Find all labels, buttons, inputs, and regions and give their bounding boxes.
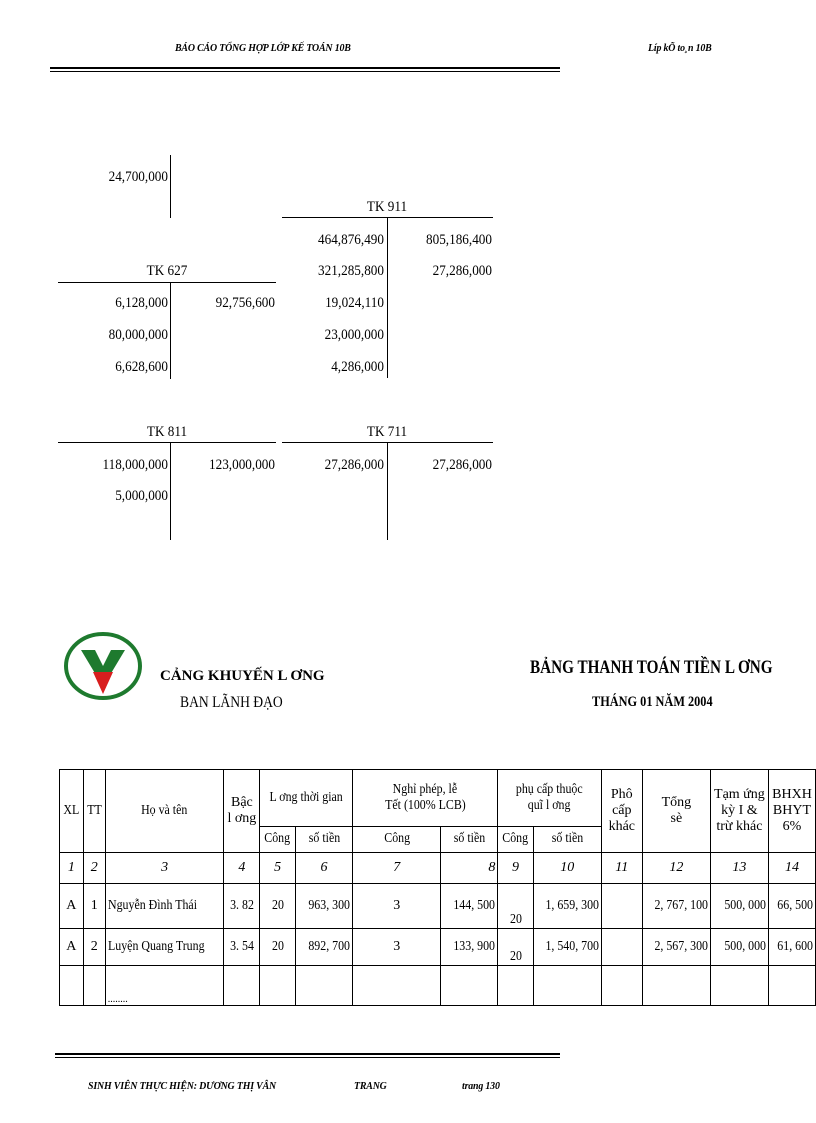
tk711-debit: 27,286,000 — [324, 457, 384, 473]
col-number: 8 — [441, 853, 498, 884]
col-grade: Bậc l ơng — [224, 770, 260, 853]
footer-rule — [55, 1053, 560, 1058]
tk627-credit: 92,756,600 — [215, 295, 275, 311]
col-number: 6 — [295, 853, 352, 884]
cell-days: 20 — [260, 884, 295, 929]
cell-grade: 3. 54 — [224, 929, 260, 966]
tk911-debit: 464,876,490 — [318, 232, 384, 248]
cell-advance: 500, 000 — [710, 884, 768, 929]
cell-empty — [260, 966, 295, 1006]
header-rule — [50, 67, 560, 72]
col-number: 2 — [83, 853, 105, 884]
cell-allow-amount: 1, 540, 700 — [533, 929, 601, 966]
tk911-debit: 19,024,110 — [325, 295, 384, 311]
cell-grade: 3. 82 — [224, 884, 260, 929]
header-right: Líp kÕ to¸n 10B — [648, 42, 712, 54]
tk811-label: TK 811 — [146, 424, 188, 440]
cell-total: 2, 767, 100 — [642, 884, 710, 929]
payroll-title: BẢNG THANH TOÁN TIỀN L ƠNG — [530, 657, 773, 678]
table-row — [60, 929, 816, 966]
col-days: Công — [260, 827, 295, 853]
payroll-table — [59, 769, 816, 1006]
cell-tt: 2 — [83, 929, 105, 966]
col-other-allowance: Phô cấp khác — [601, 770, 642, 853]
col-number: 5 — [260, 853, 295, 884]
footer-trang: TRANG — [354, 1080, 387, 1092]
footer-student: SINH VIÊN THỰC HIỆN: DƯƠNG THỊ VÂN — [88, 1080, 277, 1092]
cell-amount: 892, 700 — [295, 929, 352, 966]
cell-empty — [353, 966, 441, 1006]
ledger-top-value: 24,700,000 — [108, 169, 168, 185]
tk711-divider — [387, 443, 388, 540]
cell-other — [601, 884, 642, 929]
cell-other — [601, 929, 642, 966]
footer-page: trang 130 — [462, 1080, 500, 1092]
payroll-month: THÁNG 01 NĂM 2004 — [592, 694, 713, 710]
company-logo-icon — [63, 632, 143, 700]
tk627-debit: 6,628,600 — [115, 359, 168, 375]
col-number: 9 — [498, 853, 533, 884]
cell-insurance: 66, 500 — [768, 884, 815, 929]
cell-empty — [295, 966, 352, 1006]
cell-empty — [710, 966, 768, 1006]
col-allowance: phụ cấp thuộc quĩ l ơng — [498, 770, 601, 827]
col-allow-days: Công — [498, 827, 533, 853]
tk911-debit: 23,000,000 — [324, 327, 384, 343]
col-insurance: BHXH BHYT 6% — [768, 770, 815, 853]
col-leave-days: Công — [353, 827, 441, 853]
cell-amount: 963, 300 — [295, 884, 352, 929]
cell-empty — [768, 966, 815, 1006]
col-number: 12 — [642, 853, 710, 884]
tk811-credit: 123,000,000 — [209, 457, 275, 473]
col-number: 3 — [105, 853, 224, 884]
cell-empty — [60, 966, 84, 1006]
cell-leave-amount: 133, 900 — [441, 929, 498, 966]
tk627-divider — [170, 283, 171, 379]
tk627-rule — [58, 282, 276, 283]
col-number: 11 — [601, 853, 642, 884]
cell-empty — [533, 966, 601, 1006]
col-number: 7 — [353, 853, 441, 884]
cell-xl: A — [60, 884, 84, 929]
ledger-top-divider — [170, 155, 171, 218]
col-amount: số tiền — [295, 827, 352, 853]
tk911-divider — [387, 218, 388, 378]
col-advance: Tạm ứng kỳ I & trừ khác — [710, 770, 768, 853]
col-number: 1 — [60, 853, 84, 884]
col-name: Họ và tên — [105, 770, 224, 853]
cell-allow-days: 20 — [498, 929, 533, 966]
cell-leave-amount: 144, 500 — [441, 884, 498, 929]
cell-name: Luyện Quang Trung — [105, 929, 224, 966]
cell-empty — [224, 966, 260, 1006]
tk911-debit: 4,286,000 — [331, 359, 384, 375]
col-number: 10 — [533, 853, 601, 884]
cell-xl: A — [60, 929, 84, 966]
cell-leave-days: 3 — [353, 929, 441, 966]
tk627-debit: 80,000,000 — [108, 327, 168, 343]
col-time-wage: L ơng thời gian — [260, 770, 353, 827]
col-tt: TT — [83, 770, 105, 853]
tk811-debit: 118,000,000 — [102, 457, 168, 473]
cell-empty — [498, 966, 533, 1006]
cell-allow-amount: 1, 659, 300 — [533, 884, 601, 929]
tk627-label: TK 627 — [146, 263, 188, 279]
table-row — [60, 966, 816, 1006]
cell-advance: 500, 000 — [710, 929, 768, 966]
tk711-label: TK 711 — [366, 424, 408, 440]
tk911-credit: 27,286,000 — [432, 263, 492, 279]
col-leave: Nghỉ phép, lễ Tết (100% LCB) — [353, 770, 498, 827]
cell-insurance: 61, 600 — [768, 929, 815, 966]
tk911-label: TK 911 — [366, 199, 408, 215]
col-number: 13 — [710, 853, 768, 884]
cell-days: 20 — [260, 929, 295, 966]
cell-leave-days: 3 — [353, 884, 441, 929]
col-total: Tổng sè — [642, 770, 710, 853]
cell-ellipsis: ........ — [105, 966, 224, 1006]
col-allow-amount: số tiền — [533, 827, 601, 853]
cell-empty — [642, 966, 710, 1006]
company-name: CẢNG KHUYẾN L ƠNG — [160, 668, 325, 684]
tk811-debit: 5,000,000 — [115, 488, 168, 504]
tk711-credit: 27,286,000 — [432, 457, 492, 473]
cell-empty — [601, 966, 642, 1006]
table-row — [60, 884, 816, 929]
tk811-rule — [58, 442, 276, 443]
header-title: BÁO CÁO TỔNG HỢP LỚP KẾ TOÁN 10B — [175, 42, 351, 54]
cell-allow-days: 20 — [498, 884, 533, 929]
company-dept: BAN LÃNH ĐẠO — [180, 694, 283, 711]
col-leave-amount: số tiền — [441, 827, 498, 853]
tk911-debit: 321,285,800 — [318, 263, 384, 279]
cell-name: Nguyễn Đình Thái — [105, 884, 224, 929]
tk811-divider — [170, 443, 171, 540]
cell-empty — [441, 966, 498, 1006]
col-xl: XL — [60, 770, 84, 853]
tk627-debit: 6,128,000 — [115, 295, 168, 311]
col-number: 4 — [224, 853, 260, 884]
tk911-credit: 805,186,400 — [426, 232, 492, 248]
cell-total: 2, 567, 300 — [642, 929, 710, 966]
col-number: 14 — [768, 853, 815, 884]
cell-empty — [83, 966, 105, 1006]
cell-tt: 1 — [83, 884, 105, 929]
